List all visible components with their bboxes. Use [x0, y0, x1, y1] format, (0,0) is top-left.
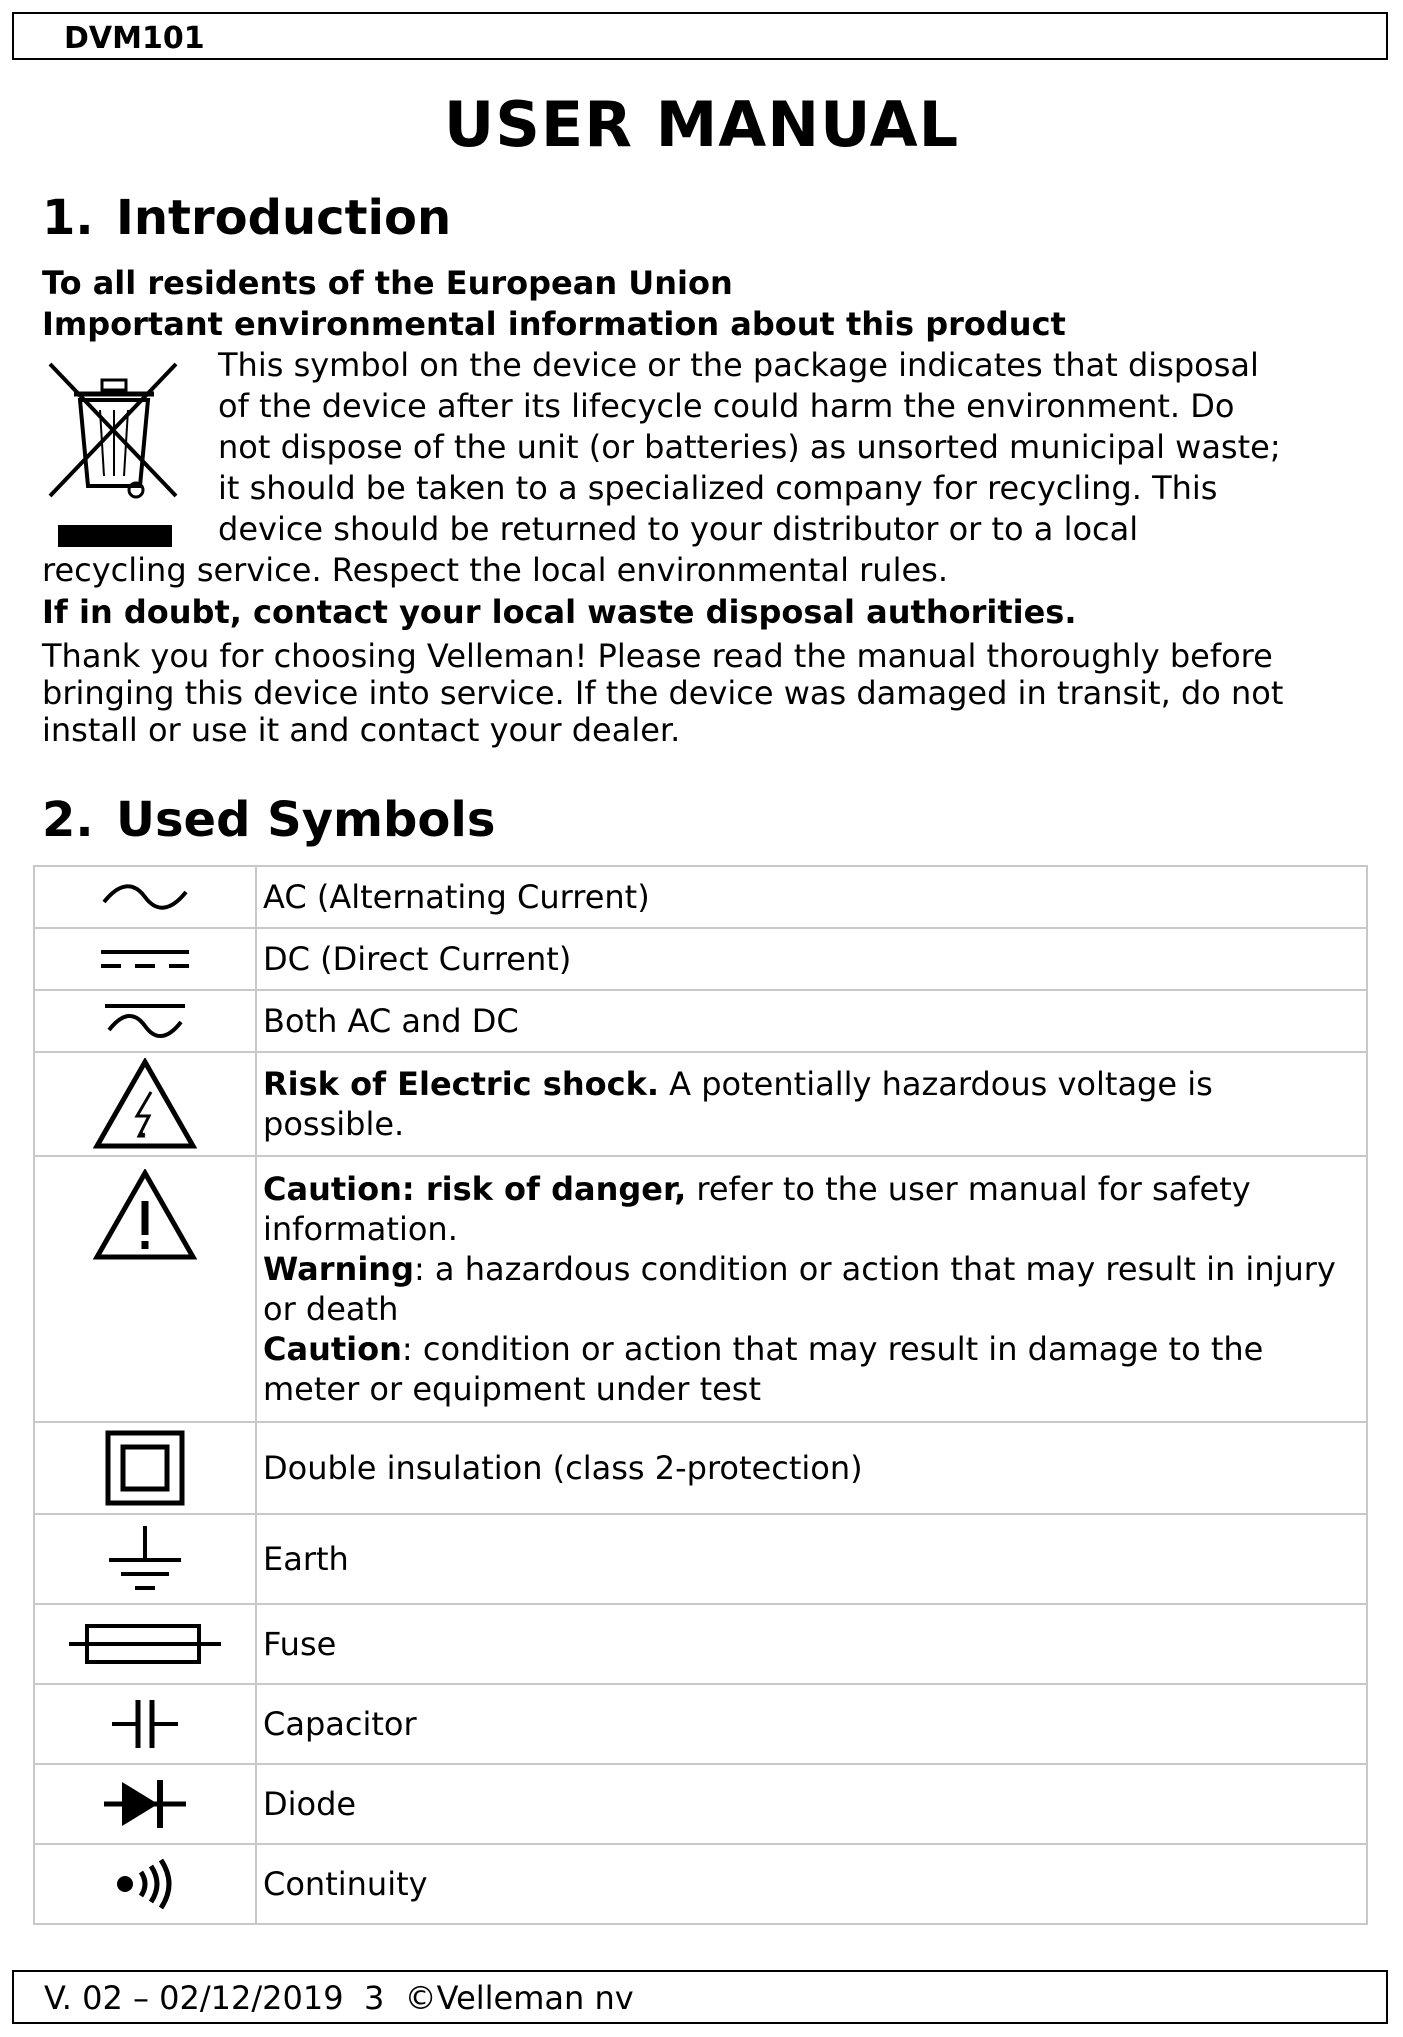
symbol-description-text: A potentially hazardous voltage is possible. — [263, 1065, 1213, 1143]
ac-dc-icon — [34, 990, 256, 1052]
caution-paragraph — [263, 1169, 1346, 1249]
section-number: 1. — [42, 190, 94, 246]
table-row — [34, 1844, 1367, 1924]
model-label: DVM101 — [64, 21, 205, 56]
environmental-info-line: Important environmental information about this product — [42, 305, 1066, 343]
symbols-table — [33, 865, 1368, 1925]
intro-line: This symbol on the device or the package indicates that disposal — [218, 346, 1259, 384]
capacitor-icon — [34, 1684, 256, 1764]
warning-paragraph — [263, 1249, 1346, 1329]
intro-line: recycling service. Respect the local environmental rules. — [42, 551, 948, 589]
symbol-description: Earth — [256, 1514, 1367, 1604]
symbol-description — [256, 1052, 1367, 1156]
symbol-description: Both AC and DC — [256, 990, 1367, 1052]
table-row — [34, 1684, 1367, 1764]
footer-box — [12, 1970, 1388, 2024]
caution-damage-paragraph — [263, 1329, 1346, 1409]
table-row — [34, 1514, 1367, 1604]
double-insulation-icon — [34, 1422, 256, 1514]
table-row — [34, 1604, 1367, 1684]
symbol-description — [256, 1156, 1367, 1422]
table-row — [34, 928, 1367, 990]
symbol-description-text: : condition or action that may result in damage to the meter or equipment under test — [263, 1330, 1264, 1408]
ac-icon — [34, 866, 256, 928]
symbol-description-bold: Caution: risk of danger, — [263, 1170, 687, 1208]
table-row — [34, 866, 1367, 928]
symbol-description: Double insulation (class 2-protection) — [256, 1422, 1367, 1514]
diode-icon — [34, 1764, 256, 1844]
table-row — [34, 1156, 1367, 1422]
section-number: 2. — [42, 792, 94, 848]
section-heading-used-symbols — [42, 792, 495, 848]
continuity-icon — [34, 1844, 256, 1924]
section-title: Introduction — [116, 190, 452, 246]
table-row — [34, 1422, 1367, 1514]
symbol-description-text: : a hazardous condition or action that may result in injury or death — [263, 1250, 1336, 1328]
symbol-description: Capacitor — [256, 1684, 1367, 1764]
symbol-description: Diode — [256, 1764, 1367, 1844]
intro-line: of the device after its lifecycle could harm the environment. Do — [218, 387, 1235, 425]
eu-residents-line: To all residents of the European Union — [42, 264, 733, 302]
symbol-description: DC (Direct Current) — [256, 928, 1367, 990]
footer-text: V. 02 – 02/12/2019 3 ©Velleman nv — [44, 1979, 634, 2017]
header-box — [12, 12, 1388, 60]
caution-icon — [34, 1156, 256, 1422]
symbol-description-bold: Warning — [263, 1250, 414, 1288]
table-row — [34, 990, 1367, 1052]
symbol-description-text: refer to the user manual for safety information. — [263, 1170, 1251, 1248]
earth-icon — [34, 1514, 256, 1604]
section-title: Used Symbols — [116, 792, 496, 848]
symbol-description: Fuse — [256, 1604, 1367, 1684]
symbol-description: Continuity — [256, 1844, 1367, 1924]
symbol-description-bold: Caution — [263, 1330, 402, 1368]
table-row — [34, 1764, 1367, 1844]
intro-line: device should be returned to your distributor or to a local — [218, 510, 1139, 548]
table-row — [34, 1052, 1367, 1156]
electric-shock-warning-icon — [34, 1052, 256, 1156]
thanks-paragraph: Thank you for choosing Velleman! Please read the manual thoroughly before bringing this device into service. If the device was damaged in transit, do not install or use it and contact your dealer. — [42, 637, 1284, 749]
symbol-description-bold: Risk of Electric shock. — [263, 1065, 659, 1103]
intro-line: not dispose of the unit (or batteries) as unsorted municipal waste; — [218, 428, 1281, 466]
fuse-icon — [34, 1604, 256, 1684]
crossed-out-wheelie-bin-icon — [44, 358, 184, 558]
dc-icon — [34, 928, 256, 990]
doubt-line: If in doubt, contact your local waste disposal authorities. — [42, 593, 1077, 631]
intro-line: it should be taken to a specialized company for recycling. This — [218, 469, 1218, 507]
symbol-description: AC (Alternating Current) — [256, 866, 1367, 928]
section-heading-introduction — [42, 190, 451, 246]
page-title: USER MANUAL — [443, 88, 960, 161]
